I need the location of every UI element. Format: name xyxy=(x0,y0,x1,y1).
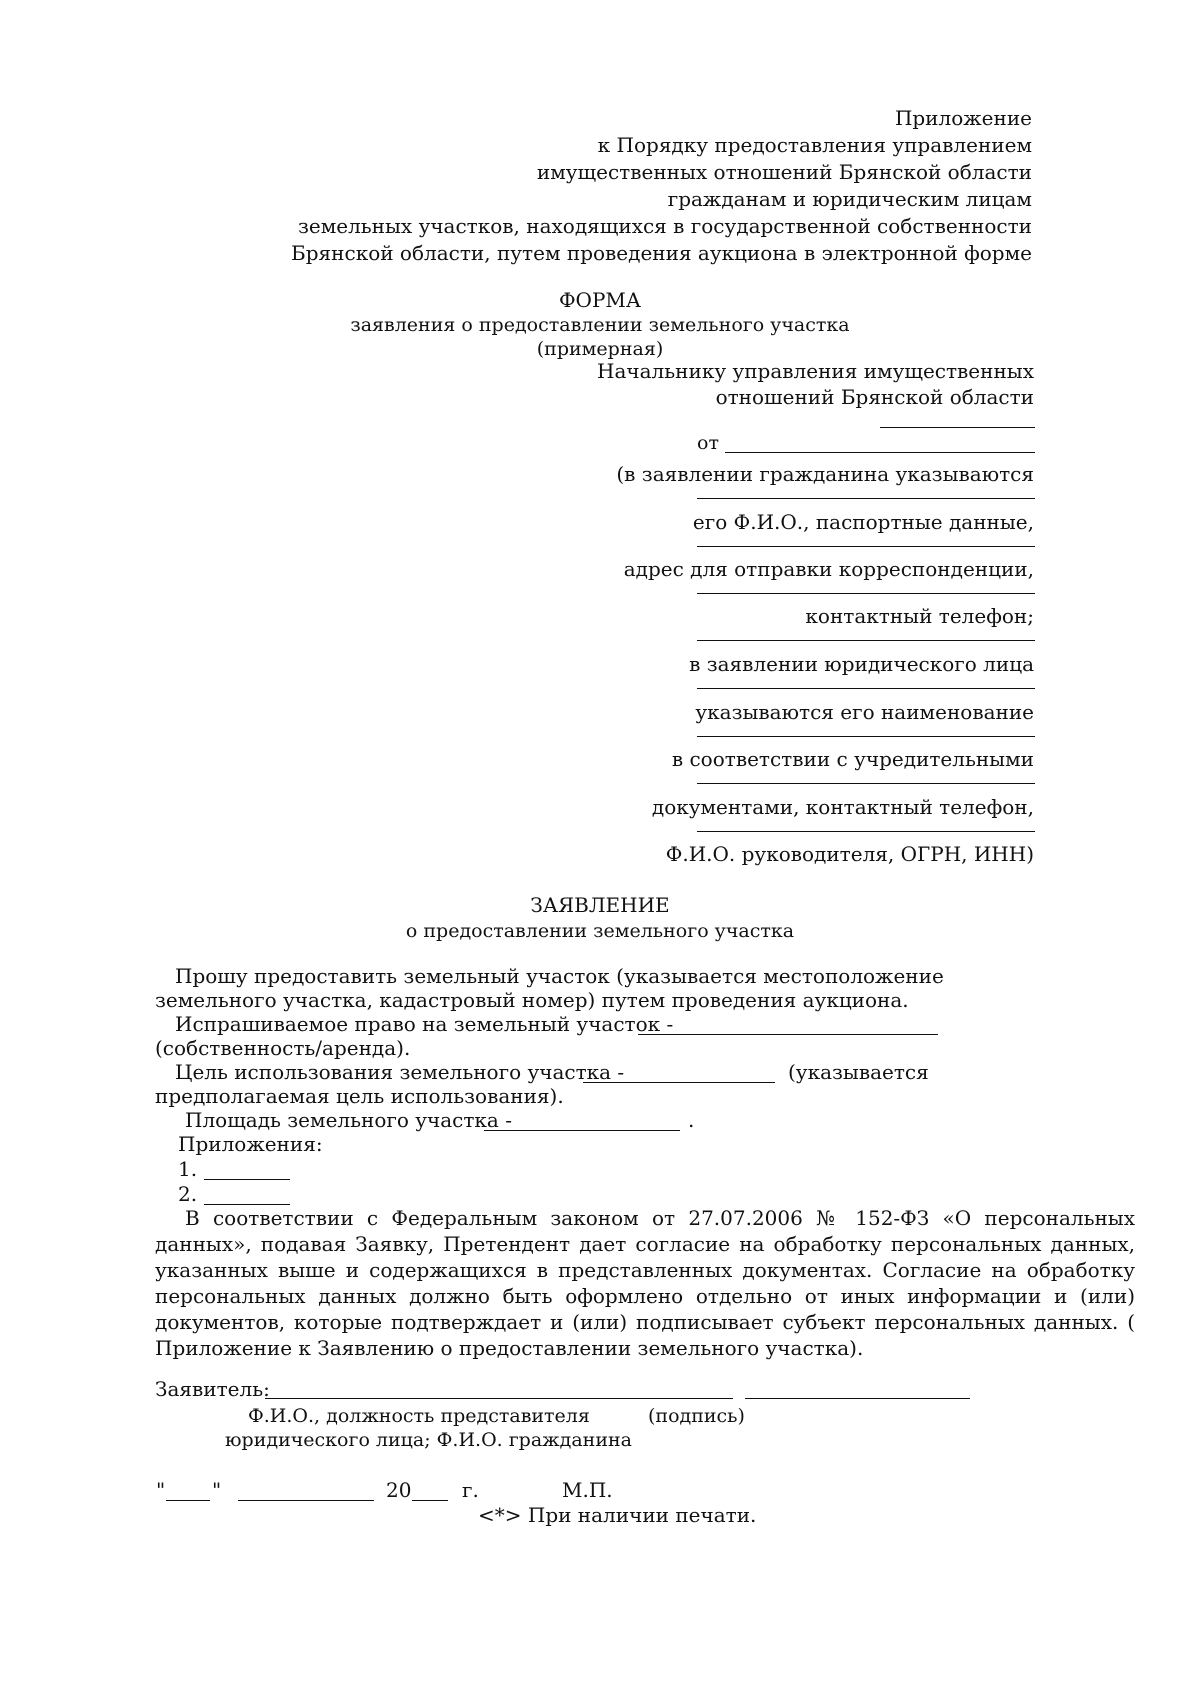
from-blank xyxy=(697,688,1035,689)
right-note: (собственность/аренда). xyxy=(155,1036,411,1060)
from-blank xyxy=(697,593,1035,594)
from-blank xyxy=(697,831,1035,832)
stamp-label: М.П. xyxy=(562,1478,613,1502)
day-blank xyxy=(166,1500,210,1501)
footnote: <*> При наличии печати. xyxy=(478,1503,757,1527)
purpose-hint: (указывается xyxy=(788,1060,929,1084)
purpose-blank xyxy=(583,1082,775,1083)
from-blank xyxy=(725,452,1035,453)
attachment-blank xyxy=(204,1179,290,1180)
addressee-hint: указываются его наименование xyxy=(695,700,1034,724)
from-blank xyxy=(697,546,1035,547)
form-title: ФОРМА xyxy=(558,288,642,312)
addressee-hint: адрес для отправки корреспонденции, xyxy=(623,557,1034,581)
header-line: гражданам и юридическим лицам xyxy=(667,187,1032,211)
addressee-hint: (в заявлении гражданина указываются xyxy=(616,462,1034,486)
addressee-line: отношений Брянской области xyxy=(715,385,1034,409)
sign-hint: (подпись) xyxy=(648,1405,745,1427)
form-subtitle: заявления о предоставлении земельного участка xyxy=(350,314,850,336)
header-line: имущественных отношений Брянской области xyxy=(536,160,1032,184)
date-quote-open: " xyxy=(156,1478,166,1502)
from-blank xyxy=(697,783,1035,784)
form-note: (примерная) xyxy=(536,338,664,360)
area-blank xyxy=(484,1130,680,1131)
right-blank xyxy=(638,1034,938,1035)
name-hint: юридического лица; Ф.И.О. гражданина xyxy=(225,1429,632,1451)
right-label: Испрашиваемое право на земельный участок - xyxy=(175,1012,674,1036)
from-label: от xyxy=(697,432,719,454)
header-line: Брянской области, путем проведения аукциона в электронной форме xyxy=(291,241,1032,265)
area-end: . xyxy=(688,1108,695,1132)
applicant-name-blank xyxy=(265,1398,733,1399)
purpose-note: предполагаемая цель использования). xyxy=(155,1084,564,1108)
from-blank xyxy=(697,736,1035,737)
year-suffix: г. xyxy=(462,1478,479,1502)
purpose-label: Цель использования земельного участка - xyxy=(175,1060,625,1084)
consent-paragraph: В соответствии с Федеральным законом от 27.07.2006 № 152-ФЗ «О персональных данных», подавая Заявку, Претендент дает согласие на обработку персональных данных, указанных выше и содержащихся в представленных документах. Согласие на обработку персональных данных должно быть оформлено отдельно от иных информации и (или) документов, которые подтверждает и (или) подписывает субъект персональных данных. ( Приложение к Заявлению о предоставлении земельного участка). xyxy=(155,1206,1135,1360)
attachment-item: 2. xyxy=(178,1182,198,1206)
attachment-item: 1. xyxy=(178,1157,198,1181)
from-blank xyxy=(697,498,1035,499)
signature-blank xyxy=(745,1398,970,1399)
addressee-hint: в соответствии с учредительными xyxy=(671,747,1034,771)
statement-subtitle: о предоставлении земельного участка xyxy=(405,920,795,942)
header-line: к Порядку предоставления управлением xyxy=(597,133,1032,157)
addressee-hint: документами, контактный телефон, xyxy=(651,795,1034,819)
from-blank xyxy=(697,640,1035,641)
header-line: Приложение xyxy=(894,106,1032,130)
applicant-label: Заявитель: xyxy=(155,1377,270,1401)
addressee-line: Начальнику управления имущественных xyxy=(597,359,1034,383)
statement-title: ЗАЯВЛЕНИЕ xyxy=(530,893,670,917)
month-blank xyxy=(238,1500,374,1501)
name-hint: Ф.И.О., должность представителя xyxy=(248,1405,590,1427)
addressee-hint: его Ф.И.О., паспортные данные, xyxy=(692,510,1034,534)
year-blank xyxy=(412,1500,448,1501)
addressee-blank xyxy=(880,427,1035,428)
addressee-hint: в заявлении юридического лица xyxy=(689,652,1034,676)
addressee-hint: Ф.И.О. руководителя, ОГРН, ИНН) xyxy=(665,842,1034,866)
year-prefix: 20 xyxy=(386,1478,412,1502)
body-line: Прошу предоставить земельный участок (указывается местоположение xyxy=(175,964,944,988)
header-line: земельных участков, находящихся в государственной собственности xyxy=(297,214,1032,238)
date-quote-close: " xyxy=(212,1478,222,1502)
area-label: Площадь земельного участка - xyxy=(185,1108,512,1132)
addressee-hint: контактный телефон; xyxy=(805,604,1034,628)
attachments-label: Приложения: xyxy=(178,1132,323,1156)
body-line: земельного участка, кадастровый номер) путем проведения аукциона. xyxy=(155,988,909,1012)
